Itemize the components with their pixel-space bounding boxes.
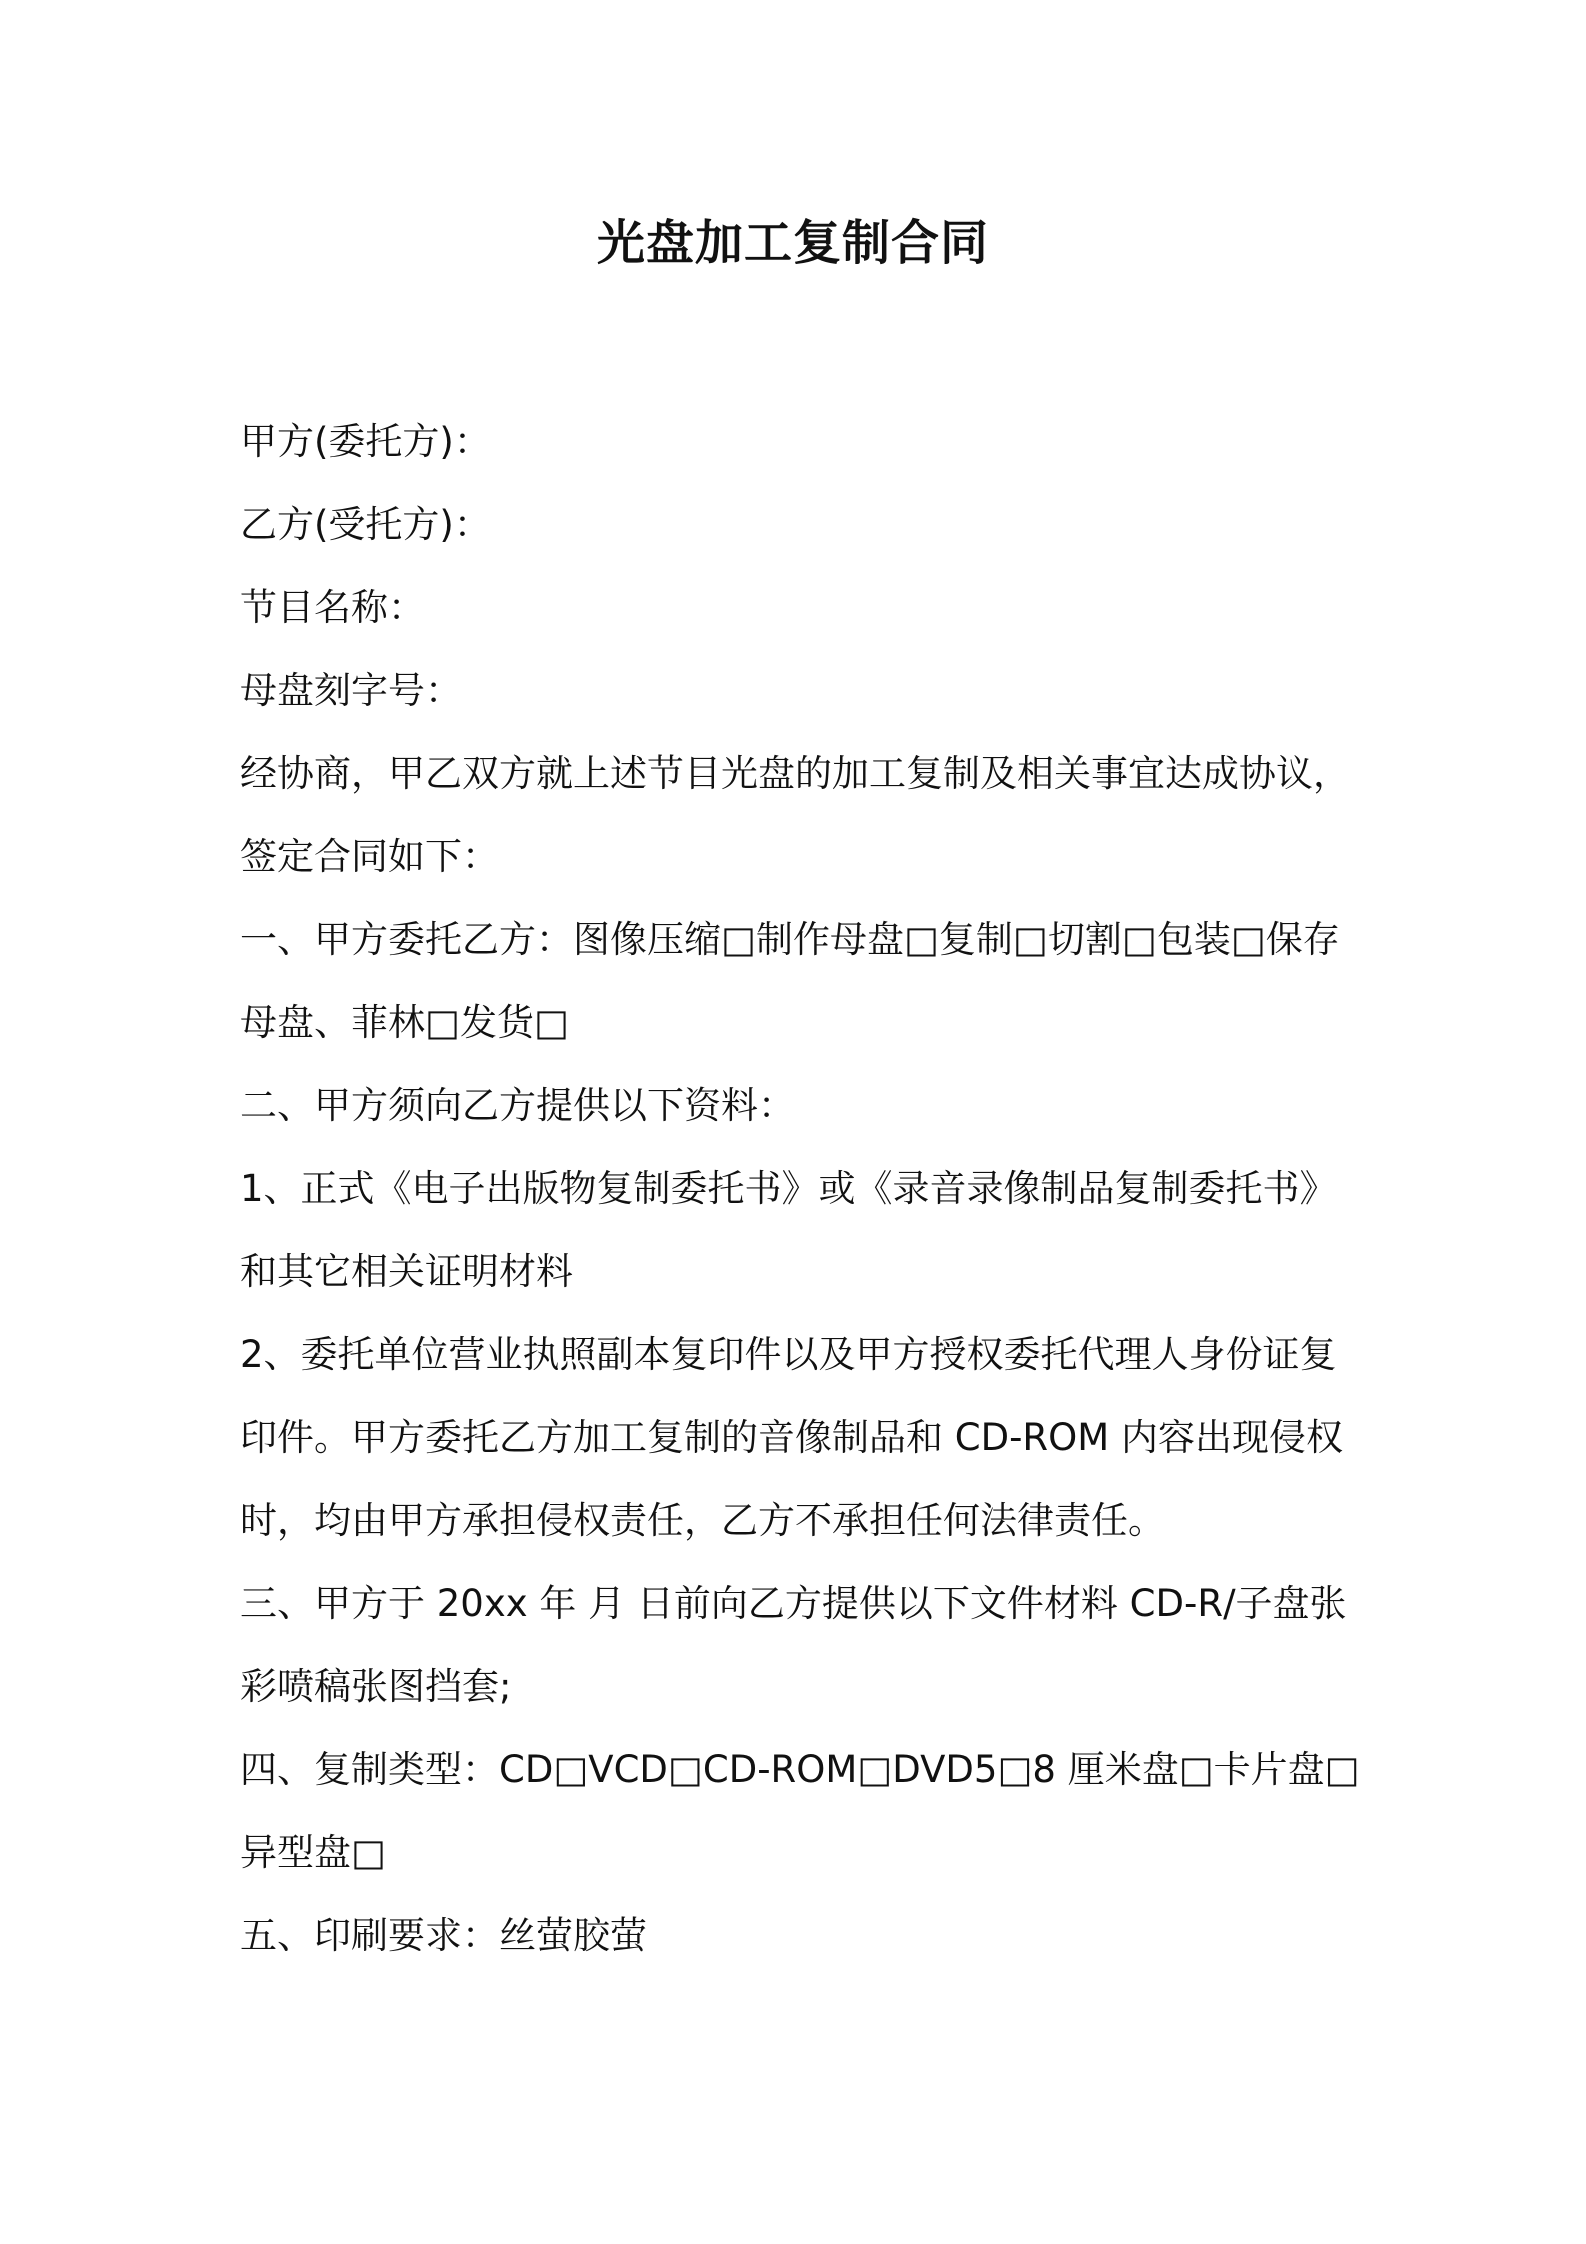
clause-2-line: 二、甲方须向乙方提供以下资料： <box>240 1084 795 1127</box>
clause-3-line: 三、甲方于 20xx 年 月 日前向乙方提供以下文件材料 CD-R/子盘张 <box>240 1582 1347 1625</box>
clause-5-line: 五、印刷要求：丝萤胶萤 <box>240 1914 647 1957</box>
master-disc-number-line: 母盘刻字号： <box>240 669 462 712</box>
clause-4-line: 四、复制类型：CD□VCD□CD-ROM□DVD5□8 厘米盘□卡片盘□ <box>240 1748 1360 1791</box>
clause-1-line-cont: 母盘、菲林□发货□ <box>240 1001 569 1044</box>
document-title: 光盘加工复制合同 <box>596 215 989 271</box>
program-name-line: 节目名称： <box>240 586 425 629</box>
agreement-intro-line-cont: 签定合同如下： <box>240 835 499 878</box>
clause-2-item-2-line-cont-2: 时，均由甲方承担侵权责任，乙方不承担任何法律责任。 <box>240 1499 1165 1542</box>
document-body <box>240 400 1360 1977</box>
agreement-intro-line: 经协商，甲乙双方就上述节目光盘的加工复制及相关事宜达成协议， <box>240 752 1350 795</box>
clause-1-line: 一、甲方委托乙方：图像压缩□制作母盘□复制□切割□包装□保存 <box>240 918 1340 961</box>
clause-3-line-cont: 彩喷稿张图挡套; <box>240 1665 512 1708</box>
clause-2-item-1-line-cont: 和其它相关证明材料 <box>240 1250 573 1293</box>
clause-2-item-2-line: 2、委托单位营业执照副本复印件以及甲方授权委托代理人身份证复 <box>240 1333 1337 1376</box>
clause-4-line-cont: 异型盘□ <box>240 1831 386 1874</box>
clause-2-item-1-line: 1、正式《电子出版物复制委托书》或《录音录像制品复制委托书》 <box>240 1167 1337 1210</box>
clause-2-item-2-line-cont: 印件。甲方委托乙方加工复制的音像制品和 CD-ROM 内容出现侵权 <box>240 1416 1343 1459</box>
party-a-line: 甲方(委托方)： <box>240 420 491 463</box>
party-b-line: 乙方(受托方)： <box>240 503 491 546</box>
